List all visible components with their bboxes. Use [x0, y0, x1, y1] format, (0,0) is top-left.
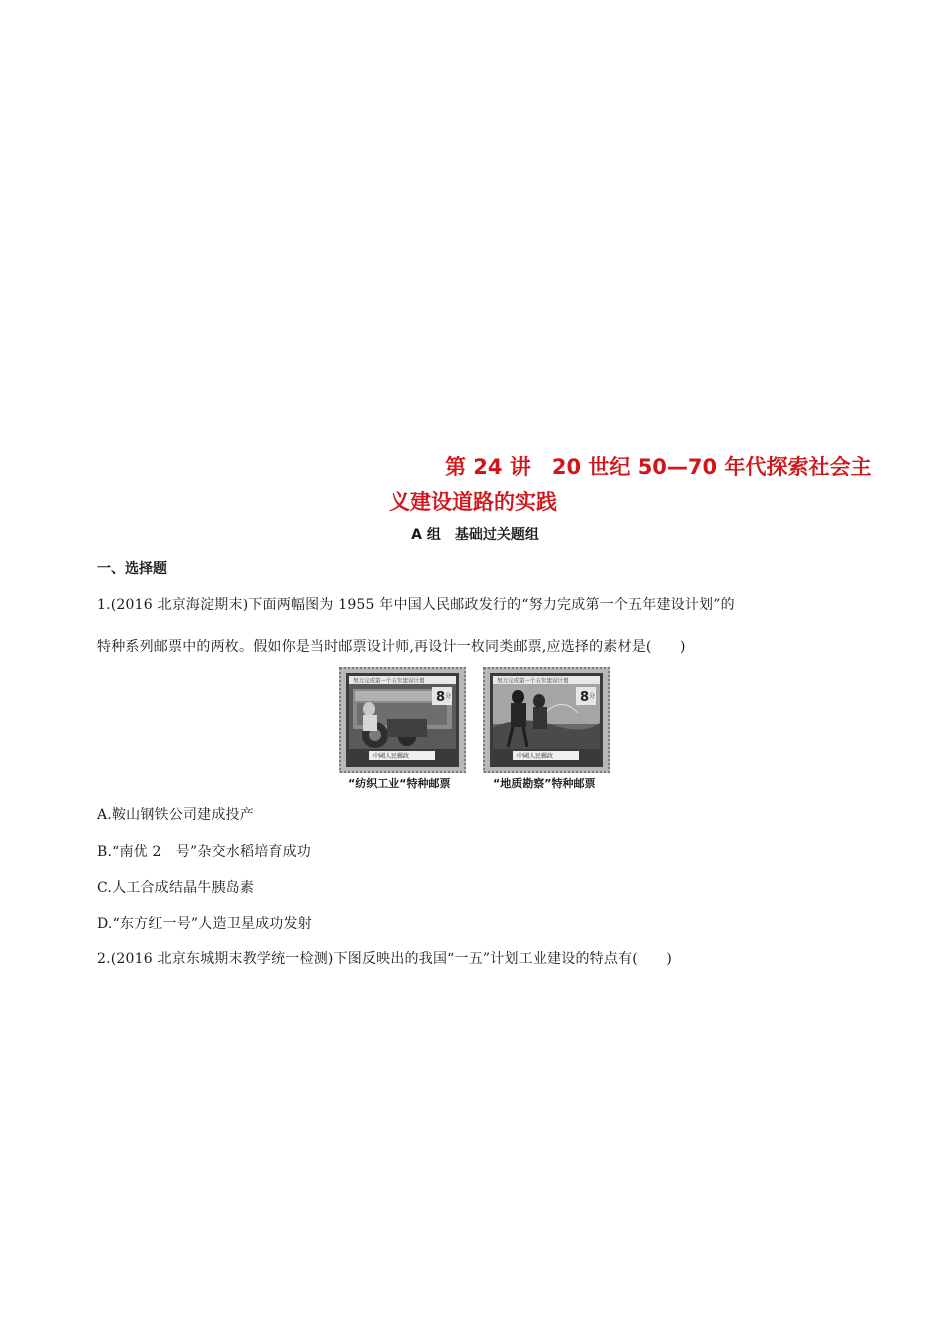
group-heading: A 组 基础过关题组: [411, 527, 539, 543]
question-1-option-a: A.鞍山钢铁公司建成投产: [97, 807, 254, 823]
section-heading: 一、选择题: [97, 561, 167, 577]
textile-stamp-image: [339, 667, 466, 773]
stamp-banner-text: 努力完成第一个五年建设计划: [497, 678, 569, 685]
question-1-option-c: C.人工合成结晶牛胰岛素: [97, 880, 255, 896]
lesson-title-line-2: 义建设道路的实践: [389, 490, 557, 514]
stamp-unit: 分: [589, 693, 596, 700]
question-1-option-d: D.“东方红一号”人造卫星成功发射: [97, 916, 312, 932]
question-1-stem-line-2: 特种系列邮票中的两枚。假如你是当时邮票设计师,再设计一枚同类邮票,应选择的素材是( ): [97, 639, 686, 655]
question-1-stem-line-1: 1.(2016 北京海淀期末)下面两幅图为 1955 年中国人民邮政发行的“努力完成第一个五年建设计划”的: [97, 597, 735, 613]
stamp-value: 8: [580, 690, 590, 705]
question-2-stem: 2.(2016 北京东城期末教学统一检测)下图反映出的我国“一五”计划工业建设的特点有( ): [97, 951, 672, 967]
stamp-issuer: 中國人民郵政: [517, 753, 554, 760]
stamp-1-caption: “纺织工业“特种邮票: [348, 777, 451, 790]
stamp-2-caption: “地质勘察”特种邮票: [493, 777, 596, 790]
stamp-issuer: 中國人民郵政: [373, 753, 410, 760]
question-1-option-b: B.“南优 2 号”杂交水稻培育成功: [97, 844, 312, 860]
stamp-banner-text: 努力完成第一个五年建设计划: [353, 678, 425, 685]
geology-stamp-image: [483, 667, 610, 773]
stamp-unit: 分: [445, 693, 452, 700]
stamp-value: 8: [436, 690, 446, 705]
lesson-title-line-1: 第 24 讲 20 世纪 50—70 年代探索社会主: [445, 455, 872, 479]
